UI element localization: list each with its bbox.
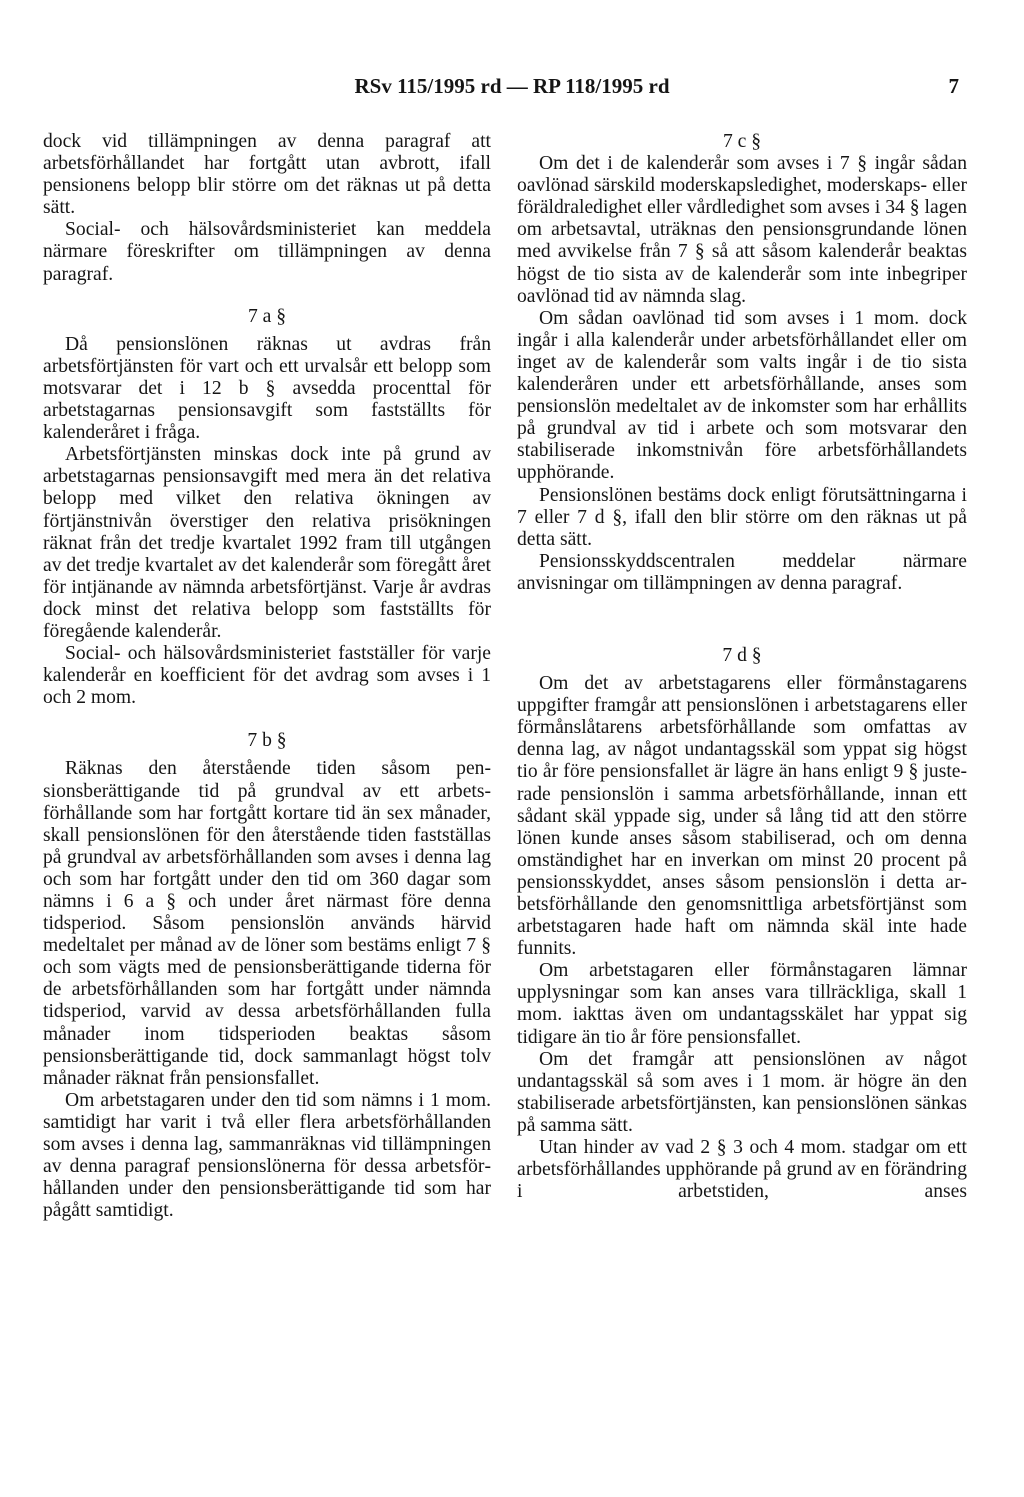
section-heading-7c: 7 c § — [722, 131, 762, 152]
paragraph: Då pensionslönen räknas ut avdras från arbetsförtjänsten för vart och ett urvalsår ett belopp som motsvarar det i 12 b § avsedda procenttal för arbetstagarnas pensionsavgift som fastställts för kalenderåret i fråga. — [43, 333, 491, 444]
paragraph: Social- och hälsovårdsministeriet kan meddela närmare föreskrifter om tillämpningen av denna paragraf. — [43, 219, 491, 285]
paragraph: Räknas den återstående tiden såsom pensionsberättigande tid på grundval av ett arbetsförhållande som har fortgått kortare tid än sex månader, skall pensionslönen för den återstående tiden fastställas på grundval av arbetsförhållanden som avses i denna lag och som har fortgått under den tid om 360 dagar som nämns i 6 a § och under året närmast före denna tidsperiod. Såsom pensionslön används härvid medeltalet per månad av de löner som bestäms enligt 7 § och som vägts med de pensionsberättigande tiderna för de arbetsförhållanden som har fortgått under nämnda tidsperiod, varvid av dessa arbetsförhållanden fulla månader inom tidsperioden beaktas såsom pensionsberättigande tid, dock sammanlagt högst tolv månader räknat från pensionsfallet. — [43, 758, 491, 1089]
running-title: RSv 115/1995 rd — RP 118/1995 rd — [354, 74, 670, 98]
paragraph: Social- och hälsovårdsministeriet fastställer för varje kalenderår en koefficient för det avdrag som avses i 1 och 2 mom. — [43, 643, 491, 709]
section-heading-7d: 7 d § — [722, 644, 762, 666]
paragraph: Utan hinder av vad 2 § 3 och 4 mom. stadgar om ett arbetsförhållandes upphörande på grund av en förändring i arbetstiden, anses — [517, 1137, 967, 1203]
paragraph: Om arbetstagaren eller förmånstagaren lämnar upplysningar som kan anses vara tillräckliga, skall 1 mom. iakttas även om undantagsskälet har yppat sig tidigare än tio år före pensionsfallet. — [517, 960, 967, 1048]
paragraph: Pensionsskyddscentralen meddelar närmare anvisningar om tillämpningen av denna paragraf. — [517, 550, 967, 594]
left-column — [43, 131, 491, 1222]
page-number: 7 — [948, 74, 959, 98]
paragraph: Om det framgår att pensionslönen av något undantagsskäl så som aves i 1 mom. är högre än den stabiliserade arbetsförtjänsten, kan pensionslönen sänkas på samma sätt. — [517, 1048, 967, 1136]
paragraph: Pensionslönen bestäms dock enligt förutsättningarna i 7 eller 7 d §, ifall den blir större om den räknas ut på detta sätt. — [517, 484, 967, 550]
paragraph: Om det i de kalenderår som avses i 7 § ingår sådan oavlönad särskild moderskapsledighet, moderskaps- eller föräldraledighet eller vårdledighet som avses i 34 § lagen om arbetsavtal, uträknas den pensionsgrundande lönen med avvikelse från 7 § så att såsom kalenderår beaktas högst de tio sista av de kalenderår som inte inbegriper oavlönad tid av nämnda slag. — [517, 153, 967, 307]
paragraph: Arbetsförtjänsten minskas dock inte på grund av arbetstagarnas pensionsavgift med mera än det relativa belopp med vilket den relativa ökningen av förtjänstnivån överstiger den relativa prisökningen räknat från det tredje kvartalet 1992 fram till utgången av det tredje kvartalet av det kalenderår som föregått året för intjänande av nämnda arbetsförtjänst. Varje år avdras dock minst det relativa belopp som fastställts för föregående kalenderår. — [43, 444, 491, 642]
paragraph: Om arbetstagaren under den tid som nämns i 1 mom. samtidigt har varit i två eller flera arbetsförhållanden som avses i denna lag, sammanräknas vid tillämpningen av denna paragraf pensionslönerna för dessa arbetsförhållanden under den pensionsberättigande tid som har pågått samtidigt. — [43, 1089, 491, 1222]
paragraph: Om det av arbetstagarens eller förmånstagarens uppgifter framgår att pensionslönen i arbetstagarens eller förmånslåtarens arbetsförhållande som omfattas av denna lag, av något undantagsskäl som yppat sig högst tio år före pensionsfallet är lägre än hans enligt 9 § justerade pensionslön i samma arbetsförhållande, innan ett sådant skäl yppade sig, under så lång tid att den större lönen kunde anses såsom stabiliserad, och om denna omständighet har en inverkan om minst 20 procent på pensionsskyddet, anses såsom pensionslön i detta arbetsförhållande den genomsnittliga arbetsförtjänst som arbetstagaren hade haft om nämnda skäl inte hade funnits. — [517, 673, 967, 960]
page-header — [0, 66, 1024, 106]
section-heading-7b: 7 b § — [247, 730, 287, 752]
paragraph: dock vid tillämpningen av denna paragraf att arbetsförhållandet har fortgått utan avbrott, ifall pensionens belopp blir större om det räknas ut på detta sätt. — [43, 131, 491, 219]
right-column — [517, 131, 967, 1203]
paragraph: Om sådan oavlönad tid som avses i 1 mom. dock ingår i alla kalenderår under arbetsförhållandet eller om inget av de kalenderår som valts ingår i de tio sista kalenderåren under ett arbetsförhållande, anses som pensionslön medeltalet av de inkomster som har erhållits på grundval av tid i arbete och som motsvarar den stabiliserade inkomstnivån före arbetsförhållandets upphörande. — [517, 307, 967, 484]
section-heading-7a: 7 a § — [247, 305, 287, 327]
